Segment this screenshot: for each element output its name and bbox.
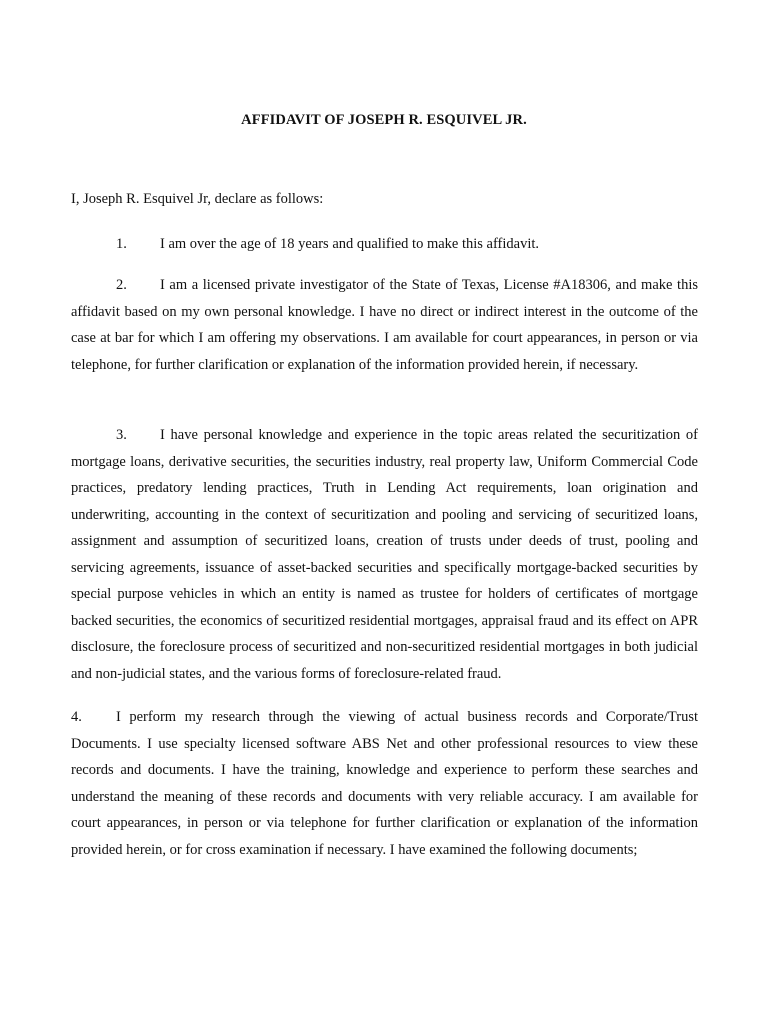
paragraph-3-text: I have personal knowledge and experience in the topic areas related the securitization of mortgage loans, derivative securities, the securities industry, real property law, Uniform Commercial Code practices, predatory lending practices, Truth in Lending Act requirements, loan origination and underwriting, accounting in the context of securitization and pooling and servicing of securitized loans, assignment and assumption of securitized loans, creation of trusts under deeds of trust, pooling and servicing agreements, issuance of asset-backed securities and specifically mortgage-backed securities by special purpose vehicles in which an entity is named as trustee for holders of certificates of mortgage backed securities, the economics of securitized residential mortgages, appraisal fraud and its effect on APR disclosure, the foreclosure process of securitized and non-securitized residential mortgages in both judicial and non-judicial states, and the various forms of foreclosure-related fraud. [71,427,698,682]
paragraph-4 [71,704,698,863]
paragraph-2 [71,272,698,378]
paragraph-4-text: I perform my research through the viewing of actual business records and Corporate/Trust Documents. I use specialty licensed software ABS Net and other professional resources to view these records and documents. I have the training, knowledge and experience to perform these searches and understand the meaning of these records and documents with very reliable accuracy. I am available for court appearances, in person or via telephone for further clarification or explanation of the information provided herein, or for cross examination if necessary. I have examined the following documents; [71,709,698,858]
paragraph-1-text: I am over the age of 18 years and qualified to make this affidavit. [160,236,540,252]
declaration-intro: I, Joseph R. Esquivel Jr, declare as follows: [71,191,324,207]
affidavit-title: AFFIDAVIT OF JOSEPH R. ESQUIVEL JR. [241,112,527,128]
paragraph-4-number: 4. [71,709,82,725]
paragraph-1-number: 1. [116,236,127,252]
paragraph-3-number: 3. [116,427,127,443]
paragraph-1 [71,231,698,258]
paragraph-3 [71,422,698,687]
paragraph-2-number: 2. [116,277,127,293]
paragraph-2-text: I am a licensed private investigator of the State of Texas, License #A18306, and make this affidavit based on my own personal knowledge. I have no direct or indirect interest in the outcome of the case at bar for which I am offering my observations. I am available for court appearances, in person or via telephone, for further clarification or explanation of the information provided herein, if necessary. [71,277,698,373]
